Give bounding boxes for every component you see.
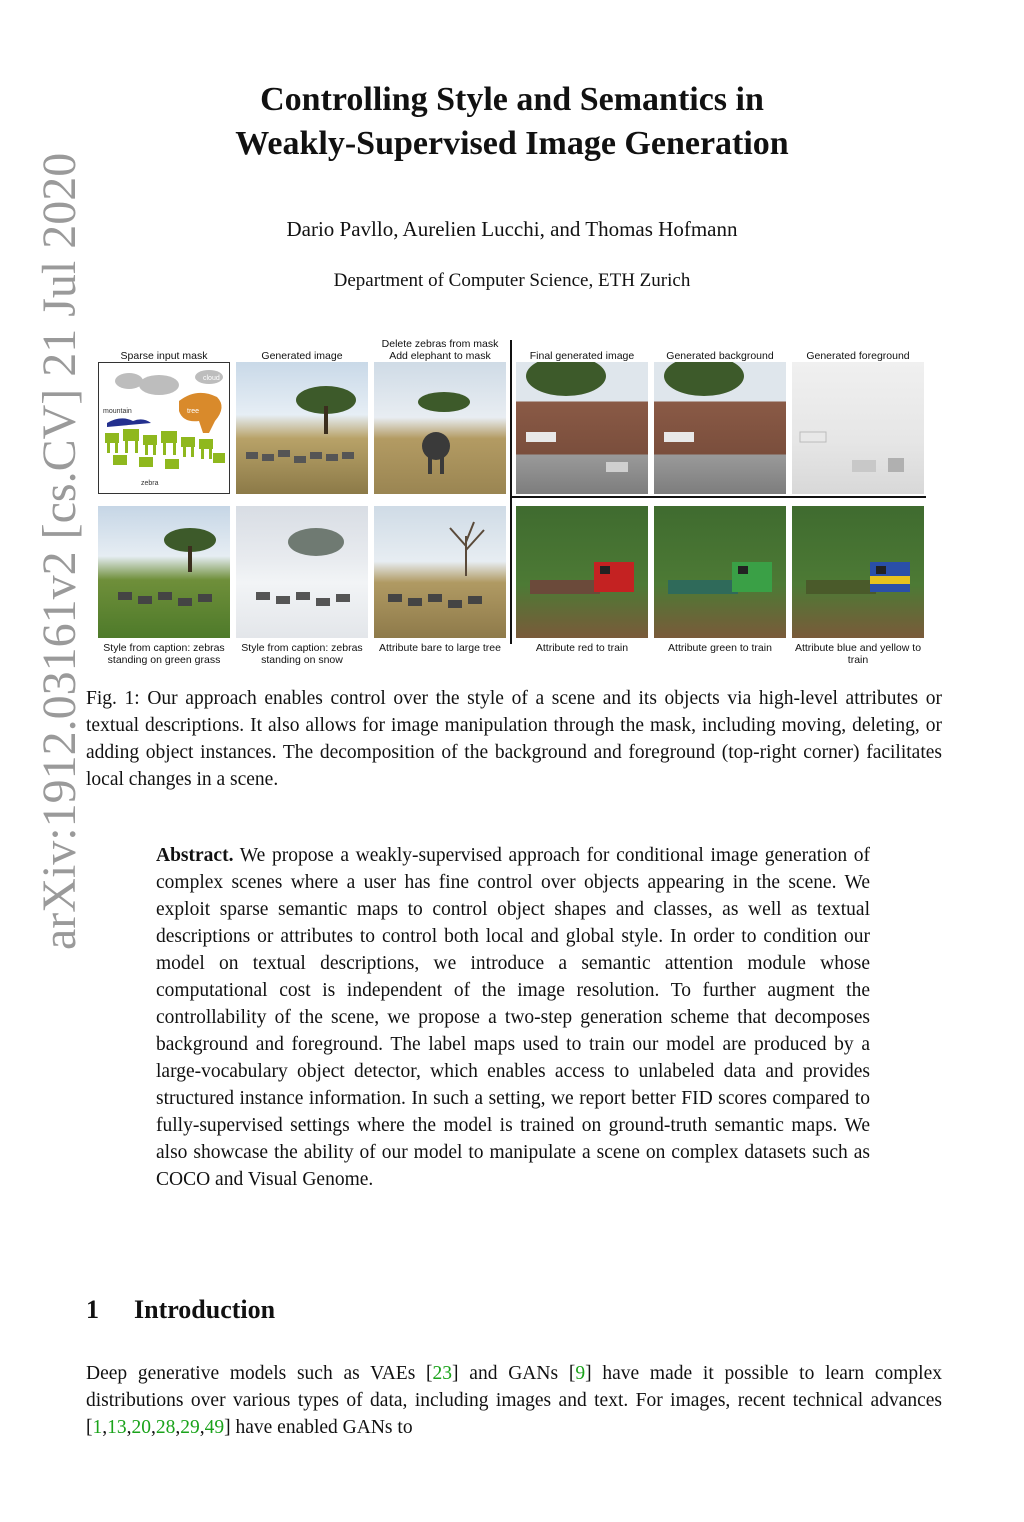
citation-link[interactable]: 9 — [575, 1363, 586, 1384]
mask-label-tree: tree — [187, 408, 200, 415]
citation-link[interactable]: 23 — [432, 1363, 453, 1384]
figure-cell-red-train — [516, 506, 648, 668]
intro-text: ] have enabled GANs to — [224, 1417, 413, 1438]
figure-bottom-label: Style from caption: zebras standing on snow — [241, 642, 363, 666]
blue-yellow-train-image — [792, 506, 924, 638]
figure-cell-mask — [98, 338, 230, 494]
section-heading — [86, 1295, 275, 1325]
title-line-2: Weakly-Supervised Image Generation — [235, 125, 789, 162]
figure-bottom-label: Attribute bare to large tree — [379, 642, 501, 654]
caption-label: Fig. 1: — [86, 688, 140, 709]
abstract — [156, 842, 870, 1193]
figure-bottom-label: Style from caption: zebras standing on green grass — [103, 642, 225, 666]
figure-horizontal-divider — [512, 496, 926, 498]
arxiv-identifier: arXiv:1912.03161v2 [cs.CV] 21 Jul 2020 — [33, 152, 86, 950]
figure-top-label: Generated background — [666, 350, 774, 362]
figure-top-label: Generated image — [261, 350, 343, 362]
figure-cell-final — [516, 338, 648, 494]
figure-top-label: Delete zebras from mask Add elephant to mask — [381, 338, 499, 362]
generated-elephant-image — [374, 362, 506, 494]
bare-tree-image — [374, 506, 506, 638]
citation-link[interactable]: 13 — [107, 1417, 127, 1438]
abstract-text: We propose a weakly-supervised approach for conditional image generation of complex scenes where a user has fine control over objects appearing in the scene. We exploit sparse semantic maps to control object shapes and classes, as well as textual descriptions or attributes to control both local and global style. In order to condition our model on textual descriptions, we introduce a semantic attention module whose computational cost is independent of the image resolution. To further augment the controllability of the scene, we propose a two-step generation scheme that decomposes background and foreground. The label maps used to train our model are produced by a large-vocabulary object detector, which enables access to unlabeled data and provides structured instance information. In such a setting, we report better FID scores compared to fully-supervised settings where the model is trained on ground-truth semantic maps. We also showcase the ability of our model to manipulate a scene on complex datasets such as COCO and Visual Genome. — [156, 845, 870, 1190]
sparse-mask-image — [98, 362, 230, 494]
figure-cell-green-train — [654, 506, 786, 668]
intro-paragraph: Deep generative models such as VAEs [23] and GANs [9] have made it possible to learn complex distributions over various types of data, including images and text. For images, recent technical advances [1,13,20,28,29,49] have enabled GANs to — [86, 1363, 942, 1438]
citation-link[interactable]: 20 — [131, 1417, 151, 1438]
zebras-snow-image — [236, 506, 368, 638]
figure-bottom-label: Attribute blue and yellow to train — [794, 642, 922, 666]
figure-1 — [98, 338, 928, 668]
figure-bottom-label: Attribute green to train — [668, 642, 772, 654]
citation-link[interactable]: 28 — [155, 1417, 176, 1438]
figure-cell-foreground — [792, 338, 924, 494]
figure-top-label: Generated foreground — [806, 350, 910, 362]
figure-cell-blue-yellow-train — [792, 506, 924, 668]
figure-cell-green-grass — [98, 506, 230, 668]
intro-text: ] have made it possible to learn complex distributions over various types of data, including images and text. For images, recent technical advances [ — [86, 1363, 942, 1438]
figure-vertical-divider — [510, 340, 512, 644]
figure-cell-bare-tree — [374, 506, 506, 668]
mask-label-cloud: cloud — [203, 375, 220, 382]
figure-top-label: Final generated image — [529, 350, 635, 362]
mask-label-mountain: mountain — [103, 408, 132, 415]
intro-text: Deep generative models such as VAEs [ — [86, 1363, 433, 1384]
paper-title — [120, 78, 904, 166]
intro-text: ] and GANs [ — [452, 1363, 576, 1384]
affiliation: Department of Computer Science, ETH Zurich — [333, 270, 691, 291]
title-line-1: Controlling Style and Semantics in — [260, 81, 764, 118]
red-train-image — [516, 506, 648, 638]
section-number: 1 — [86, 1295, 99, 1324]
mask-label-zebra: zebra — [141, 480, 159, 487]
arxiv-sidebar — [30, 70, 90, 950]
figure-caption — [86, 685, 942, 793]
zebras-green-grass-image — [98, 506, 230, 638]
abstract-label: Abstract. — [156, 845, 234, 866]
section-title: Introduction — [134, 1295, 276, 1324]
authors: Dario Pavllo, Aurelien Lucchi, and Thomas Hofmann — [286, 217, 738, 241]
figure-bottom-label: Attribute red to train — [535, 642, 629, 654]
caption-text: Our approach enables control over the style of a scene and its objects via high-level attributes or textual descriptions. It also allows for image manipulation through the mask, including moving, deleting, or adding object instances. The decomposition of the background and foreground (top-right corner) facilitates local changes in a scene. — [86, 688, 943, 790]
generated-foreground-image — [792, 362, 924, 494]
final-street-image — [516, 362, 648, 494]
green-train-image — [654, 506, 786, 638]
figure-cell-elephant — [374, 338, 506, 494]
figure-top-label: Sparse input mask — [120, 350, 208, 362]
generated-savanna-image — [236, 362, 368, 494]
generated-background-image — [654, 362, 786, 494]
citation-link[interactable]: 49 — [204, 1417, 225, 1438]
figure-cell-generated — [236, 338, 368, 494]
citation-link[interactable]: 1 — [92, 1417, 103, 1438]
figure-cell-snow — [236, 506, 368, 668]
citation-link[interactable]: 29 — [180, 1417, 200, 1438]
figure-cell-background — [654, 338, 786, 494]
